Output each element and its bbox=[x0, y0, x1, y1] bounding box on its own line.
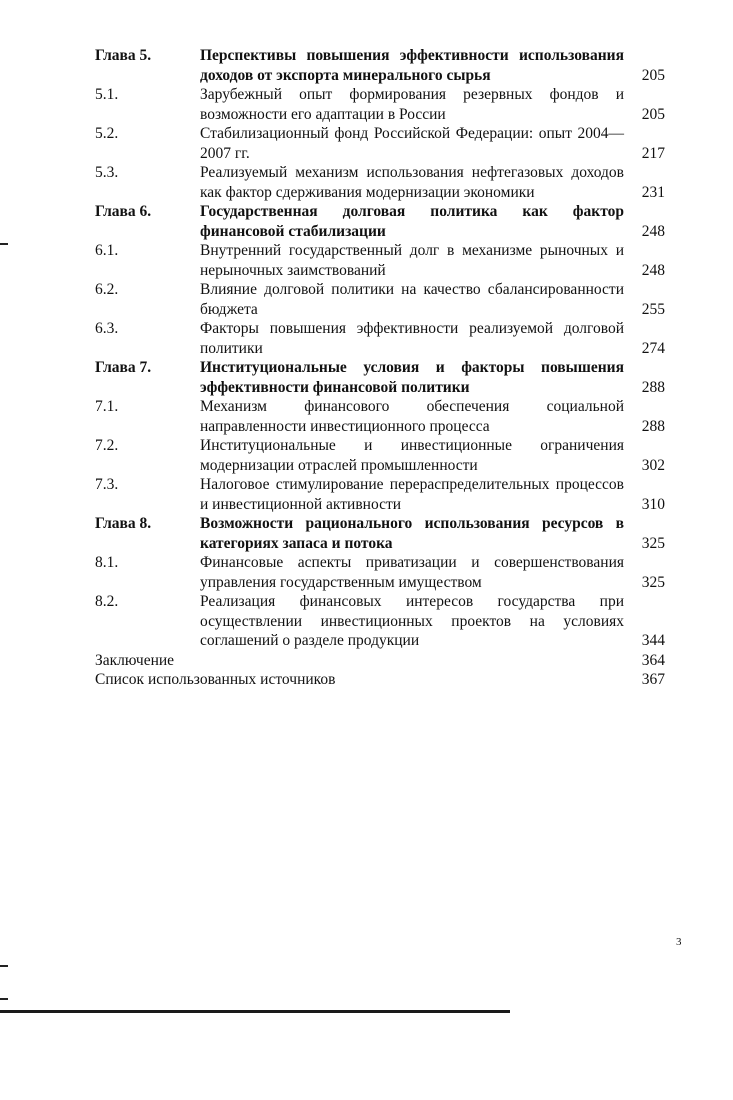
toc-entry-title: Заключение bbox=[95, 651, 175, 669]
toc-entry bbox=[95, 553, 665, 592]
toc-entry-page: 288 bbox=[641, 417, 665, 435]
toc-entry-page: 344 bbox=[641, 632, 665, 649]
toc-entry-title: Зарубежный опыт формирования резервных фондов и возможности его адаптации в России bbox=[200, 86, 624, 123]
toc-entry-number: Глава 7. bbox=[95, 359, 152, 376]
toc-entry bbox=[95, 124, 665, 163]
toc-entry-number: 7.3. bbox=[95, 476, 119, 493]
toc-entry-page: 205 bbox=[641, 105, 665, 123]
toc-entry-page: 302 bbox=[641, 456, 665, 474]
toc-entry-number: 8.2. bbox=[95, 593, 119, 610]
toc-entry bbox=[95, 280, 665, 319]
toc-entry-page: 205 bbox=[641, 66, 665, 84]
toc-entry bbox=[95, 475, 665, 514]
toc-entry-title: Факторы повышения эффективности реализуемой долговой политики bbox=[200, 320, 624, 357]
toc-entry-number: 6.1. bbox=[95, 242, 119, 259]
scan-margin-mark bbox=[0, 965, 8, 967]
toc-entry-title: Государственная долговая политика как фактор финансовой стабилизации bbox=[200, 203, 624, 240]
toc-entry-title: Реализуемый механизм использования нефтегазовых доходов как фактор сдерживания модернизации экономики bbox=[200, 164, 624, 201]
toc-entry-number: Глава 8. bbox=[95, 515, 152, 532]
toc-entry-page: 248 bbox=[641, 261, 665, 279]
toc-entry bbox=[95, 241, 665, 280]
toc-entry-page: 274 bbox=[641, 339, 665, 357]
toc-entry-page: 325 bbox=[641, 573, 665, 591]
toc-entry bbox=[95, 592, 665, 651]
toc-entry bbox=[95, 319, 665, 358]
toc-entry-title: Влияние долговой политики на качество сбалансированности бюджета bbox=[200, 281, 624, 318]
toc-entry-number: 8.1. bbox=[95, 554, 119, 571]
toc-entry-page: 310 bbox=[641, 495, 665, 513]
page-number: 3 bbox=[676, 936, 682, 948]
toc-entry-title: Список использованных источников bbox=[95, 671, 336, 688]
toc-entry-title: Механизм финансового обеспечения социальной направленности инвестиционного процесса bbox=[200, 398, 624, 435]
toc-entry-title: Финансовые аспекты приватизации и совершенствования управления государственным имуществом bbox=[200, 554, 624, 591]
toc-entry-page: 231 bbox=[641, 183, 665, 201]
toc-entry bbox=[95, 397, 665, 436]
toc-entry-title: Налоговое стимулирование перераспределительных процессов и инвестиционной активности bbox=[200, 476, 624, 513]
toc-entry-page: 325 bbox=[641, 534, 665, 552]
toc-entry bbox=[95, 436, 665, 475]
scan-margin-mark bbox=[0, 998, 8, 1000]
toc-entry-title: Стабилизационный фонд Российской Федерации: опыт 2004—2007 гг. bbox=[200, 125, 624, 162]
toc-entry-title: Реализация финансовых интересов государства при осуществлении инвестиционных проектов на условиях соглашений о разделе продукции bbox=[200, 593, 624, 649]
toc-entry-number: Глава 6. bbox=[95, 203, 152, 220]
toc-entry-number: 5.3. bbox=[95, 164, 119, 181]
scan-margin-mark bbox=[0, 243, 8, 245]
table-of-contents bbox=[95, 46, 665, 690]
toc-entry-number: 6.3. bbox=[95, 320, 119, 337]
toc-entry bbox=[95, 85, 665, 124]
toc-entry-page: 255 bbox=[641, 300, 665, 318]
scan-edge-gap bbox=[510, 1009, 733, 1014]
toc-entry-number: 5.2. bbox=[95, 125, 119, 142]
toc-entry-number: 6.2. bbox=[95, 281, 119, 298]
toc-entry-page: 288 bbox=[641, 378, 665, 396]
toc-entry-page: 248 bbox=[641, 222, 665, 240]
toc-entry-number: Глава 5. bbox=[95, 47, 152, 64]
toc-entry bbox=[95, 163, 665, 202]
toc-entry-page: 217 bbox=[641, 144, 665, 162]
toc-entry-page: 367 bbox=[641, 671, 665, 688]
toc-entry-title: Институциональные условия и факторы повышения эффективности финансовой политики bbox=[200, 359, 624, 396]
toc-entry bbox=[95, 651, 665, 671]
toc-chapter-entry bbox=[95, 358, 665, 397]
toc-entry-title: Возможности рационального использования ресурсов в категориях запаса и потока bbox=[200, 515, 624, 552]
toc-chapter-entry bbox=[95, 514, 665, 553]
toc-entry bbox=[95, 670, 665, 690]
toc-chapter-entry bbox=[95, 46, 665, 85]
toc-entry-title: Институциональные и инвестиционные ограничения модернизации отраслей промышленности bbox=[200, 437, 624, 474]
toc-entry-number: 7.1. bbox=[95, 398, 119, 415]
toc-entry-number: 7.2. bbox=[95, 437, 119, 454]
toc-entry-number: 5.1. bbox=[95, 86, 119, 103]
toc-entry-title: Перспективы повышения эффективности использования доходов от экспорта минерального сырья bbox=[200, 47, 624, 84]
toc-entry-page: 364 bbox=[641, 651, 665, 669]
toc-entry-title: Внутренний государственный долг в механизме рыночных и нерыночных заимствований bbox=[200, 242, 624, 279]
toc-chapter-entry bbox=[95, 202, 665, 241]
